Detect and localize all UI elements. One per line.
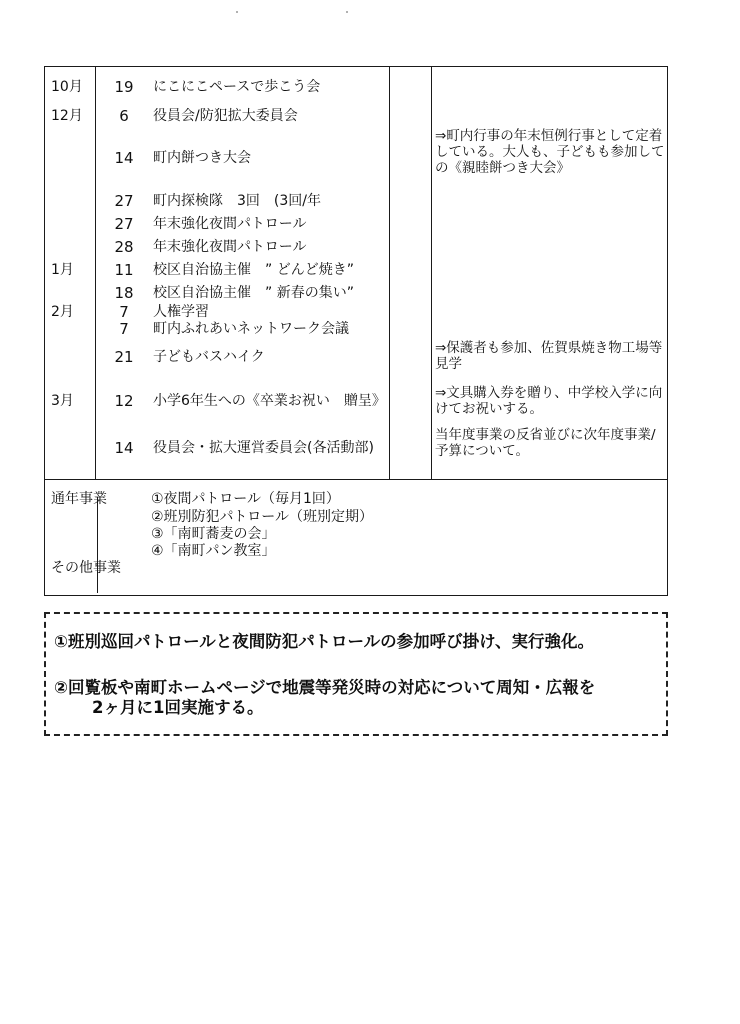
policy-item: ①班別巡回パトロールと夜間防犯パトロールの参加呼び掛け、実行強化。 [54, 632, 594, 651]
scan-speck [236, 11, 238, 13]
note-cell: 当年度事業の反省並びに次年度事業/予算について。 [435, 427, 656, 459]
scan-speck [346, 11, 348, 13]
month-cell: 12月 [51, 108, 83, 124]
footer-divider [45, 479, 667, 480]
event-cell: にこにこペースで歩こう会 [153, 79, 321, 95]
day-cell: 27 [114, 192, 134, 210]
day-cell: 14 [114, 149, 134, 167]
event-cell: 校区自治協主催 ” 新春の集い” [153, 285, 354, 301]
event-cell: 子どもバスハイク [153, 349, 265, 365]
event-cell: 年末強化夜間パトロール [153, 239, 307, 255]
day-cell: 21 [114, 348, 134, 366]
day-cell: 28 [114, 238, 134, 256]
day-cell: 7 [119, 303, 129, 321]
footer-label-divider [97, 497, 98, 593]
year-round-item: ④「南町パン教室」 [151, 543, 276, 559]
policy-item-continuation: 2ヶ月に1回実施する。 [92, 698, 264, 717]
note-cell: ⇒文具購入券を贈り、中学校入学に向けてお祝いする。 [435, 385, 663, 417]
day-cell: 18 [114, 284, 134, 302]
year-round-label: 通年事業 [51, 491, 107, 507]
month-cell: 10月 [51, 79, 83, 95]
month-cell: 2月 [51, 304, 74, 320]
month-column-divider [95, 67, 96, 479]
day-cell: 27 [114, 215, 134, 233]
day-cell: 11 [114, 261, 134, 279]
note-cell: ⇒保護者も参加、佐賀県焼き物工場等見学 [435, 340, 663, 372]
event-cell: 町内探検隊 3回 (3回/年 [153, 193, 321, 209]
day-cell: 7 [119, 320, 129, 338]
year-round-item: ①夜間パトロール（毎月1回） [151, 491, 340, 507]
event-cell: 年末強化夜間パトロール [153, 216, 307, 232]
policy-box [44, 612, 668, 736]
note-column-divider [431, 67, 432, 479]
day-cell: 19 [114, 78, 134, 96]
month-cell: 3月 [51, 393, 74, 409]
other-events-label: その他事業 [51, 560, 121, 576]
event-schedule-table [44, 66, 668, 596]
event-column-divider [389, 67, 390, 479]
policy-item: ②回覧板や南町ホームページで地震等発災時の対応について周知・広報を [54, 678, 596, 697]
event-cell: 役員会・拡大運営委員会(各活動部) [153, 440, 374, 456]
month-cell: 1月 [51, 262, 74, 278]
day-cell: 14 [114, 439, 134, 457]
year-round-item: ②班別防犯パトロール（班別定期） [151, 509, 373, 525]
event-cell: 役員会/防犯拡大委員会 [153, 108, 298, 124]
year-round-item: ③「南町蕎麦の会」 [151, 526, 276, 542]
day-cell: 12 [114, 392, 134, 410]
event-cell: 校区自治協主催 ” どんど焼き” [153, 262, 354, 278]
event-cell: 人権学習 [153, 304, 209, 320]
day-cell: 6 [119, 107, 129, 125]
note-cell: ⇒町内行事の年末恒例行事として定着している。大人も、子どもも参加しての《親睦餅つき大会》 [435, 128, 665, 176]
event-cell: 小学6年生への《卒業お祝い 贈呈》 [153, 393, 386, 409]
event-cell: 町内餅つき大会 [153, 150, 251, 166]
event-cell: 町内ふれあいネットワーク会議 [153, 321, 349, 337]
